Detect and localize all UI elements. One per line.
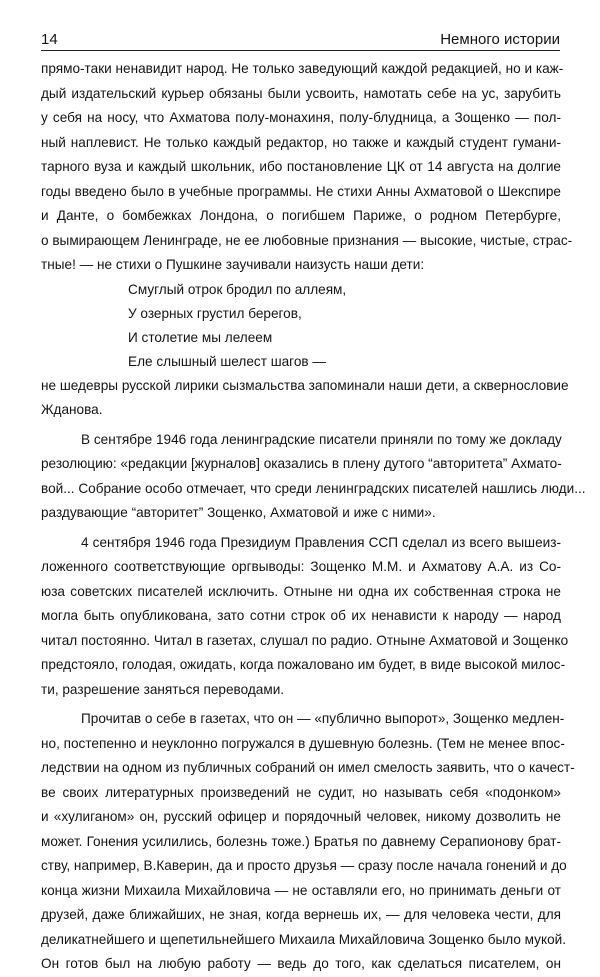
text-line: раздувающие “авторитет” Зощенко, Ахматовой и иже с ними». [41, 505, 436, 520]
text-line: ти, разрешение заняться переводами. [41, 681, 285, 697]
running-header [41, 24, 560, 51]
text-line: Прочитав о себе в газетах, что он — «публично выпорот», Зощенко медлен- [81, 711, 565, 726]
text-line: деликатнейшего и щепетильнейшего Михаила Михайловича Зощенко было мукой. [41, 931, 566, 947]
paragraph [41, 57, 573, 278]
text-line: ложенного соответствующие оргвыводы: Зощенко М.М. и Ахматову А.А. из Со- [41, 559, 561, 574]
text-line: о вымирающем Ленинграде, не ее любовные признания — высокие, чистые, страс- [41, 232, 573, 248]
text-line: ству, например, В.Каверин, да и просто друзья — сразу после начала гонений и до [41, 858, 567, 873]
poem-quote [41, 278, 561, 374]
text-line: могла быть опубликована, зато сотни строк об их ненависти к народу — народ [41, 608, 561, 623]
text-line: прямо-таки ненавидит народ. Не только заведующий каждой редакцией, но и каж- [41, 61, 564, 76]
text-line: ледствии на одном из публичных собраний он имел смелость заявить, что о качест- [41, 760, 575, 775]
verse-line: И столетие мы лелеем [128, 329, 273, 345]
text-line: друзей, даже ближайших, не зная, когда вернешь их, — для человека чести, для [41, 907, 561, 922]
text-line: В сентябре 1946 года ленинградские писатели приняли по тому же докладу [81, 431, 562, 447]
paragraph [41, 428, 586, 526]
text-line: Жданова. [41, 402, 103, 417]
verse-line: Еле слышный шелест шагов — [128, 353, 326, 369]
text-line: дый издательский курьер обязаны были усвоить, намотать себе на ус, зарубить [41, 85, 561, 101]
text-line: резолюцию: «редакции [журналов] оказались в плену дутого “авторитета” Ахмато- [41, 456, 562, 471]
text-line: и Данте, о бомбежках Лондона, о погибшем Париже, о родном Петербурге, [41, 208, 561, 223]
paragraph [41, 707, 575, 977]
text-line: Он готов был на любую работу — ведь до того, как сделаться писателем, он [41, 956, 561, 971]
text-line: 4 сентября 1946 года Президиум Правления ССП сделал из всего вышеиз- [81, 534, 561, 550]
text-line: конца жизни Михаила Михайловича — не оставляли его, но принимать деньги от [41, 882, 561, 898]
text-line: тарного вуза и каждый школьник, ибо постановление ЦК от 14 августа на долгие [41, 159, 561, 174]
verse-line: У озерных грустил берегов, [128, 305, 302, 321]
paragraph [41, 374, 569, 423]
running-title: Немного истории [440, 31, 560, 48]
text-line: и «хулиганом» он, русский офицер и порядочный человек, никому дозволить не [41, 809, 561, 824]
text-line: не шедевры русской лирики сызмальства запоминали наши дети, а сквернословие [41, 377, 569, 393]
text-line: читал постоянно. Читал в газетах, слушал по радио. Отныне Ахматовой и Зощенко [41, 632, 569, 648]
page-number: 14 [41, 31, 58, 48]
text-line: годы введено было в учебные программы. Не стихи Анны Ахматовой о Шекспире [41, 183, 561, 199]
verse-line: Смуглый отрок бродил по аллеям, [128, 281, 347, 297]
page-body [41, 57, 586, 977]
text-line: вой... Собрание особо отмечает, что среди ленинградских писателей нашлись люди... [41, 480, 586, 496]
text-line: ный наплевист. Не только каждый редактор, но также и каждый студент гумани- [41, 134, 561, 150]
text-line: юза советских писателей исключить. Отныне ни одна их собственная строка не [41, 583, 561, 599]
text-line: может. Гонения усилились, болезнь тоже.) Братья по давнему Серапионову брат- [41, 833, 561, 849]
paragraph [41, 531, 569, 703]
text-line: но, постепенно и неуклонно погружался в душевную болезнь. (Тем не менее впос- [41, 735, 565, 751]
text-line: ве своих литературных произведений не судит, но называть себя «подонком» [41, 784, 561, 800]
text-line: предстояло, голодая, ожидать, когда пожаловано им будет, в виде высокой милос- [41, 657, 566, 672]
text-line: тные! — не стихи о Пушкине заучивали наизусть наши дети: [41, 257, 425, 272]
text-line: у себя на носу, что Ахматова полу-монахиня, полу-блудница, а Зощенко — пол- [41, 110, 561, 125]
